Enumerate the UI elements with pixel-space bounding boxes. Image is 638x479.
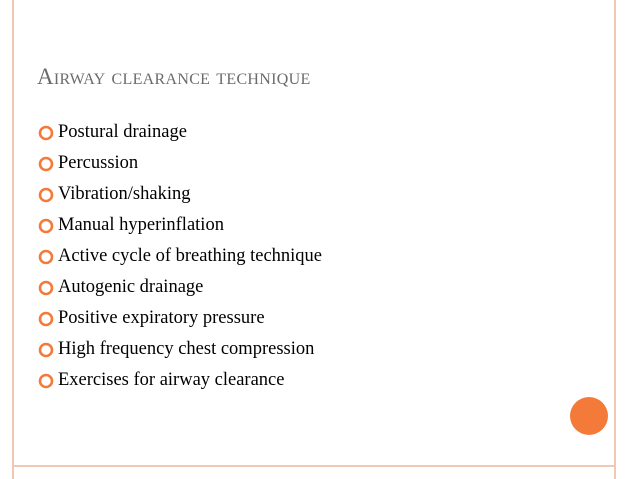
bullet-item-label: Positive expiratory pressure [58, 308, 265, 328]
bullet-item-label: Postural drainage [58, 122, 187, 142]
orange-circle-outline-icon [37, 155, 55, 173]
bullet-item [37, 148, 322, 179]
orange-circle-outline-icon [37, 186, 55, 204]
orange-circle-outline-icon [37, 279, 55, 297]
bullet-item-label: Manual hyperinflation [58, 215, 224, 235]
orange-circle-outline-icon [37, 217, 55, 235]
orange-circle-outline-icon [37, 372, 55, 390]
bullet-item [37, 303, 322, 334]
bullet-item [37, 272, 322, 303]
orange-circle-outline-icon [37, 310, 55, 328]
slide-title: Airway clearance technique [37, 64, 311, 89]
bullet-item [37, 334, 322, 365]
bullet-item [37, 241, 322, 272]
orange-circle-outline-icon [37, 124, 55, 142]
bullet-item-label: Exercises for airway clearance [58, 370, 285, 390]
decorative-orange-circle [570, 397, 608, 435]
bullet-item [37, 365, 322, 396]
bullet-list [37, 117, 322, 396]
frame-left-border [12, 0, 14, 479]
bullet-item [37, 179, 322, 210]
bullet-item [37, 117, 322, 148]
orange-circle-outline-icon [37, 248, 55, 266]
bullet-item [37, 210, 322, 241]
orange-circle-outline-icon [37, 341, 55, 359]
bullet-item-label: Percussion [58, 153, 139, 173]
bullet-item-label: High frequency chest compression [58, 339, 315, 359]
bullet-item-label: Vibration/shaking [58, 184, 191, 204]
frame-right-border [614, 0, 616, 479]
bullet-item-label: Active cycle of breathing technique [58, 246, 323, 266]
bullet-item-label: Autogenic drainage [58, 277, 204, 297]
frame-bottom-border [12, 465, 616, 467]
